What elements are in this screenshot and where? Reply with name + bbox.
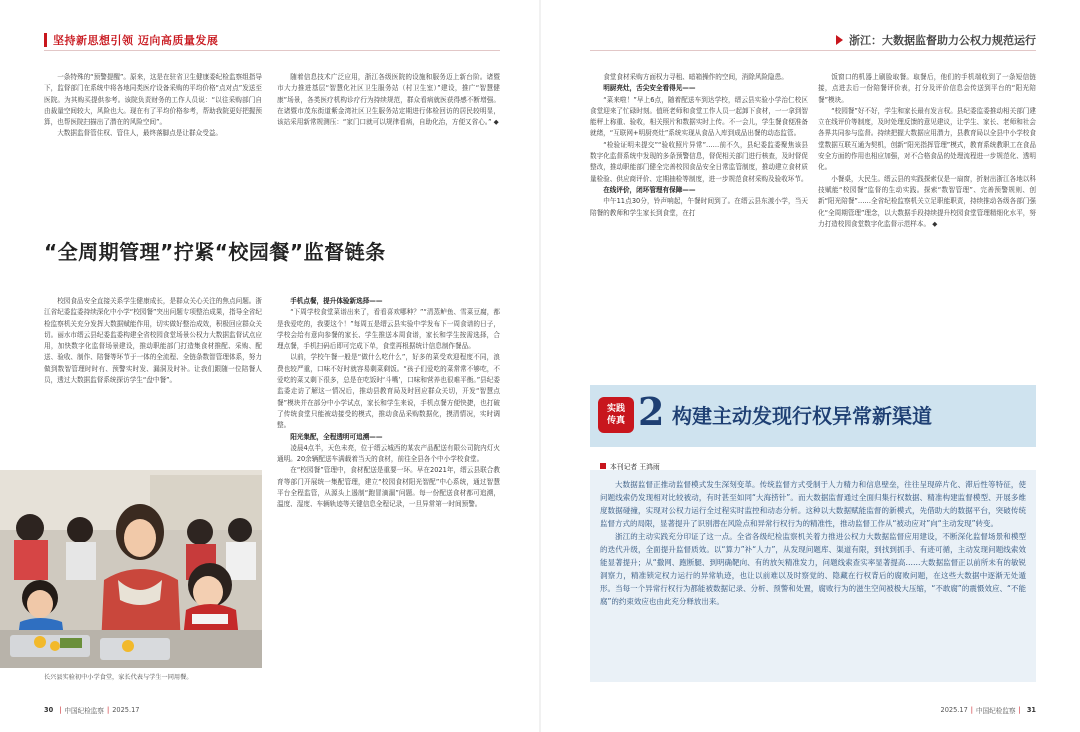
separator: | [1018,706,1021,714]
header-rule [44,50,500,51]
paragraph: 大数据监督管住权、管住人，最终落脚点是让群众受益。 [57,129,223,138]
subheading: 明厨亮灶，舌尖安全看得见—— [603,84,696,93]
paragraph: “校园餐”好不好，学生和家长最有发言权。县纪委监委推动相关部门建立在线评价等制度，及时处理反馈的意见建议，让学生、家长、老师和社会各界共同参与监督。持续把握大数据应用潜力，县教育局以全县中小学校食堂数据互联互通为契机，创新“阳光指挥管理”模式，教育系统教职工在食品安全方面的作用也相应加强，对不合格食品的处理流程进一步规范化、透明化。 [818,106,1036,172]
header-accent-bar [44,33,47,47]
column-left-1-bottom [44,296,262,466]
left-footer [44,705,140,715]
section-banner [590,385,1036,447]
column-left-2-bottom [277,296,500,688]
paragraph: “下周学校食堂菜谱出来了，看看喜欢哪种？”“清蒸鲈鱼、雪菜豆腐，都是我爱吃的，我要这个！”每周五是缙云县实验中学发布下一周食谱的日子，学校会给有意向参餐的家长、学生推送本周食谱，家长和学生按需选择，合理点餐，手机扫码后即可完成下单，食堂再根据统计信息制作餐品。 [277,308,500,351]
subheading: 阳光集配，全程透明可追溯—— [290,432,383,441]
paragraph: 在“校园餐”管理中，食材配送是重要一环。早在2021年，缙云县联合教育等部门开展统一集配管理，建立“校园食材阳光智配”中心系统，通过智慧平台全程监管，从源头上遏制“跑冒滴漏”问题。每一份配送食材都可追溯，温度、湿度、车辆轨迹等关键信息全程记录，一旦异常第一时间预警。 [277,466,500,509]
end-mark-icon: ◆ [491,118,499,127]
subheading: 在线评价，闭环管理有保障—— [603,185,696,194]
paragraph: 凌晨4点半，天色未亮，位于缙云城西的某农产品配送有限公司院内灯火通明。20余辆配送车满载着当天的食材，前往全县各个中小学校食堂。 [277,443,500,464]
canteen-photo-illustration [0,470,262,668]
paragraph-text: 随着信息技术广泛应用，浙江各级医院的设施和服务迈上新台阶。诸暨市大力推进基层“智慧化社区卫生服务站（村卫生室）”建设，推广“智慧健康”场景，各类医疗机构诊疗行为持续规范，群众看病就医获得感不断增强。在诸暨市茂东街道紫金湾社区卫生服务站定期进行体检回访的居民较明显，该站采用新常规测压：“家门口就可以规律看病，自助化治，方便又省心。” [277,73,500,127]
paragraph: 校园食品安全直接关系学生健康成长，是群众关心关注的焦点问题。浙江省纪委监委持续深化中小学“校园餐”突出问题专项整治成果，指导全省纪检监察机关充分发挥大数据赋能作用，切实做好整治成效，积极回应群众关切。丽水市缙云县纪委监委构建全省校园食堂场景公权力大数据监督试点应用，加快数字化监督场景建设，推动职能部门打造集食材推配、采购、配送、验收、制作、陪餐等环节于一体的全流程、全链条数智管理体系，努力做到数智管理时时有、预警实时发、漏洞及时补。让我们跟随一位陪餐人员，透过大数据监督系统探访学生“盘中餐”。 [44,297,262,385]
paragraph-text: 小餐桌，大民生。缙云县的实践探索仅是一扇窗，折射出浙江各地以科技赋能“校园餐”监督的生动实践。探索“数智管理”、完善预警规则、创新“阳光陪餐”……全省纪检监察机关立足职能职责，持续推动各级各部门强化“全周期管理”理念，以大数据手段持续提升校园食堂管理精细化水平，努力打造校园食堂数字化监督示范样本。 [818,174,1036,228]
paragraph: 食堂食材采购方面权力寻租、暗箱操作的空间，消除风险隐患。 [603,73,788,81]
left-header-title: 坚持新思想引领 迈向高质量发展 [53,34,219,47]
paragraph: 浙江的主动实践充分印证了这一点。全省各级纪检监察机关着力推进公权力大数据监督应用建设，不断深化监督场景和模型的迭代升级，全面提升监督质效。以“算力”补“人力”，从发现问题库、渠道有限，到找到抓手、有迹可循，主动发现问题线索效能显著提升；从“撒网、跑断腿、到明确靶向、有的放矢精准发力，问题线索查实率显著提高……大数据监督正以前所未有的敏锐洞察力，精准锁定权力运行的异常轨迹，也让以前难以及时察觉的、隐藏在行权背后的腐败问题，在这些大数据中逐渐无处遁形。当每一个异常行权行为都能被数据记录、分析、预警和处置，腐败行为的滋生空间被极大压缩，“不敢腐”的震慑效应、“不能腐”的约束效应也由此充分释放出来。 [600,532,1026,606]
byline-text: 本刊记者 王鸿雨 [610,463,660,471]
badge-line: 传真 [606,416,625,426]
magazine-name: 中国纪检监察 [64,707,104,715]
byline-square-icon [600,463,606,469]
paragraph: 以前，学校午餐一般是“做什么吃什么”，好多的菜受欢迎程度不同，浪费也较严重，口味不好时就容易剩菜剩饭。“孩子们爱吃的菜常常不够吃，不爱吃的菜又剩下很多，总是在吃饭时‘斗嘴’，口味和营养也很难平衡。”县纪委监委走访了解这一情况后，推动县教育局及时回应群众关切，开发“智慧点餐”模块并在部分中小学试点，家长和学生来说，手机点餐方便快捷，也打破了传统食堂只能被动接受的模式，推动食品采购数据化，摸清情况，实时调整。 [277,353,500,430]
right-header-title: 浙江：大数据监督助力公权力规范运行 [849,34,1036,47]
paragraph: “检验证明未提交”“验收照片异常”……前不久，县纪委监委聚焦该县数字化监督系统中发现的多条预警信息，督促相关部门进行核查，及时督促整改，推动职能部门健全完善校园食品安全日常监管制度，推动建立食材质量检验、供应商评价、定期抽检等制度，进一步规范食材采购及验收环节。 [590,140,808,183]
practice-badge [598,397,634,433]
column-right-2-top [818,72,1036,372]
section-number: 2 [638,389,665,434]
byline [600,461,660,471]
issue-number: 2025.17 [940,706,968,714]
paragraph: 一条特殊的“预警提醒”。原来，这是在驻省卫生健康委纪检监察组指导下，监督部门在系统中将各地同类医疗设备采购的平均价格“点对点”发送至医院。为其购买提供参考。该院负责财务的工作人员说：“以往采购部门自由裁量空间较大，风险也大。现在有了平均价格参考，帮助我院更好把握预算，也帮医院扫描出了潜在的风险空间”。 [44,73,262,127]
column-right-1-top [590,72,808,372]
page-number: 31 [1026,706,1036,714]
paragraph: 饭窗口的机器上刷脸取餐。取餐后，他们的手机端收到了一条短信链接，点进去后一份陪餐评价表，打分及评价信息会传送到平台的“阳光陪餐”模块。 [818,73,1036,104]
section-title: “全周期管理”拧紧“校园餐”监督链条 [44,240,386,264]
column-left-2-top [277,72,500,192]
end-mark-icon: ◆ [930,219,938,228]
canteen-photo [0,470,262,668]
header-rule [590,50,1036,51]
magazine-name: 中国纪检监察 [976,707,1016,715]
separator: | [106,706,110,714]
paragraph [818,174,1036,230]
left-running-header [44,32,218,48]
triangle-icon [836,35,843,45]
section-heading: 构建主动发现行权异常新渠道 [672,404,932,428]
paragraph [277,72,500,128]
column-left-1-top [44,72,262,220]
right-running-header [836,32,1036,48]
separator: | [970,706,974,714]
paragraph: “菜来啦！”早上6点，随着配送车到达学校，缙云县实验小学治仁校区食堂迎来了忙碌时刻。值班老师和食堂工作人员一起卸下食材，一一拿到智能秤上称重、验收，相关照片和数据实时上传。不一会儿，学生餐食便准备就绪，“互联网+明厨亮灶”系统实现从食品入库到成品出餐的动态监管。 [590,95,808,138]
right-footer [941,705,1037,715]
subheading: 手机点餐，提升体验新选择—— [290,297,383,305]
badge-line: 实践 [606,404,625,414]
paragraph: 大数据监督正推动监督模式发生深刻变革。传统监督方式受制于人力精力和信息壁垒，往往呈现碎片化、滞后性等特征，使问题线索仍发现相对比较被动，有时甚至如同“大海捞针”。而大数据监督通过全面归集行权数据、精准构建监督模型、开展多维度数据碰撞，实现对公权力运行全过程实时监控和动态分析。这种以大数据赋能监督的新模式，先借助大的数据平台，突破传统监督方式的局限，显著提升了识别潜在风险点和异常行权行为的精准性，推动监督工作从“被动应对”向“主动发现”转变。 [600,480,1026,528]
lead-text [600,478,1026,608]
paragraph: 中午11点30分，铃声响起，午餐时间到了。在缙云县东渡小学，当天陪餐的教师和学生家长到食堂，在打 [590,197,808,217]
page-gutter [539,0,541,732]
photo-caption: 长兴县实验初中小学食堂，家长代表与学生一同用餐。 [44,674,193,681]
page-number: 30 [44,706,54,714]
separator: | [59,706,62,714]
issue-number: 2025.17 [112,706,140,714]
